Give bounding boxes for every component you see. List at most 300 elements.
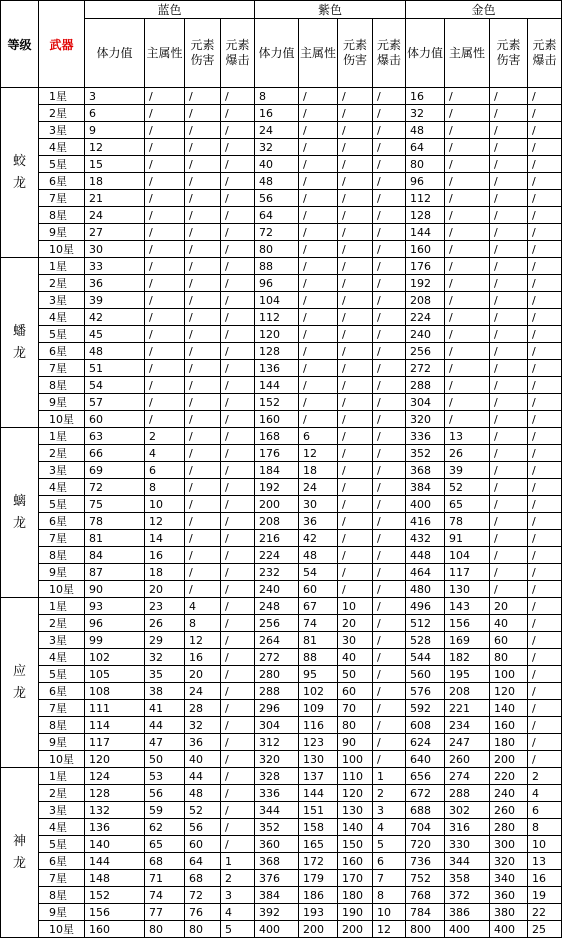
stat-cell: 195 [445,666,490,683]
stat-cell: 76 [185,904,221,921]
stat-cell: / [373,88,406,105]
stat-cell: / [338,479,373,496]
stat-cell: 376 [255,870,299,887]
stat-cell: / [299,241,338,258]
stat-cell: 102 [85,649,145,666]
stat-cell: / [221,530,255,547]
stat-cell: / [185,258,221,275]
stat-cell: 140 [490,700,528,717]
stat-cell: / [221,122,255,139]
stat-cell: 30 [85,241,145,258]
stat-cell: / [490,479,528,496]
stat-cell: 12 [185,632,221,649]
stat-cell: / [528,173,562,190]
stat-cell: 47 [145,734,185,751]
star-level-cell: 1星 [39,768,85,785]
stat-cell: 40 [255,156,299,173]
stat-cell: / [221,666,255,683]
table-row [1,139,562,156]
stat-cell: / [490,241,528,258]
stat-cell: / [145,411,185,428]
stat-cell: 544 [406,649,445,666]
stat-cell: 87 [85,564,145,581]
stat-cell: 704 [406,819,445,836]
stat-cell: / [338,564,373,581]
star-level-cell: 6星 [39,853,85,870]
stat-cell: / [221,683,255,700]
stat-cell: 80 [185,921,221,938]
stat-cell: / [528,292,562,309]
stat-cell: / [338,530,373,547]
table-body [1,88,562,938]
stat-cell: / [490,343,528,360]
stat-cell: / [221,598,255,615]
stat-cell: 168 [255,428,299,445]
stat-cell: 160 [490,717,528,734]
stat-cell: / [528,547,562,564]
stat-cell: 21 [85,190,145,207]
stat-cell: 180 [490,734,528,751]
stat-cell: / [528,632,562,649]
stat-cell: / [373,394,406,411]
stat-cell: 44 [185,768,221,785]
stat-cell: 200 [338,921,373,938]
stat-cell: 208 [255,513,299,530]
stat-cell: 117 [85,734,145,751]
stat-cell: 800 [406,921,445,938]
star-level-cell: 5星 [39,666,85,683]
stat-cell: 240 [406,326,445,343]
stat-cell: 88 [255,258,299,275]
stat-cell: / [221,88,255,105]
table-row [1,173,562,190]
stat-cell: / [338,462,373,479]
star-level-cell: 8星 [39,887,85,904]
stat-cell: / [528,343,562,360]
stat-cell: 32 [145,649,185,666]
stat-cell: 2 [528,768,562,785]
stat-cell: / [373,445,406,462]
stat-cell: / [221,258,255,275]
stat-cell: / [185,547,221,564]
table-row [1,190,562,207]
stat-cell: 140 [338,819,373,836]
stat-column-header: 元素 爆击 [528,19,562,88]
stat-cell: 180 [338,887,373,904]
stat-cell: 400 [490,921,528,938]
table-header [1,1,562,88]
stat-cell: 24 [85,207,145,224]
stat-cell: / [373,700,406,717]
stat-cell: 247 [445,734,490,751]
stat-cell: / [299,88,338,105]
stat-cell: 260 [490,802,528,819]
stat-cell: 344 [255,802,299,819]
table-row [1,530,562,547]
table-row [1,411,562,428]
stat-cell: / [145,224,185,241]
stat-cell: / [299,139,338,156]
stat-cell: 71 [145,870,185,887]
stat-cell: 182 [445,649,490,666]
stat-cell: / [445,309,490,326]
stat-cell: 151 [299,802,338,819]
stat-cell: 128 [406,207,445,224]
stat-cell: 68 [145,853,185,870]
stat-cell: 320 [406,411,445,428]
stat-cell: / [185,428,221,445]
stat-cell: / [185,275,221,292]
stat-cell: / [490,224,528,241]
stat-cell: / [299,377,338,394]
stat-cell: 112 [406,190,445,207]
stat-cell: 1 [221,853,255,870]
stat-cell: 5 [373,836,406,853]
table-row [1,241,562,258]
star-level-cell: 2星 [39,105,85,122]
stat-cell: / [373,649,406,666]
stat-cell: 186 [299,887,338,904]
stat-cell: / [445,139,490,156]
stat-cell: / [490,105,528,122]
stat-cell: / [528,139,562,156]
stat-cell: / [145,292,185,309]
stat-cell: / [445,156,490,173]
stat-cell: 27 [85,224,145,241]
stat-cell: / [338,394,373,411]
stat-cell: 3 [373,802,406,819]
stat-cell: 30 [299,496,338,513]
stat-cell: 8 [373,887,406,904]
table-row [1,292,562,309]
stat-cell: / [490,173,528,190]
stat-cell: 352 [406,445,445,462]
stat-cell: 10 [373,904,406,921]
stat-cell: 50 [338,666,373,683]
stat-cell: 143 [445,598,490,615]
stat-cell: / [490,564,528,581]
stat-cell: / [528,241,562,258]
stat-cell: 54 [299,564,338,581]
stat-cell: / [145,275,185,292]
table-row [1,802,562,819]
star-level-cell: 1星 [39,258,85,275]
stat-cell: / [145,156,185,173]
table-row [1,105,562,122]
stat-column-header: 体力值 [255,19,299,88]
stat-cell: 120 [85,751,145,768]
table-row [1,700,562,717]
stat-cell: 40 [490,615,528,632]
table-row [1,377,562,394]
stat-cell: / [373,598,406,615]
stat-cell: / [445,394,490,411]
stat-cell: / [528,122,562,139]
stat-cell: 340 [490,870,528,887]
stat-cell: 274 [445,768,490,785]
stat-cell: / [528,513,562,530]
stat-cell: 400 [406,496,445,513]
stat-cell: 90 [85,581,145,598]
stat-cell: 78 [445,513,490,530]
stat-cell: / [145,377,185,394]
star-level-cell: 7星 [39,190,85,207]
stat-cell: / [299,309,338,326]
star-level-cell: 2星 [39,275,85,292]
stat-cell: 2 [221,870,255,887]
stat-cell: / [338,496,373,513]
stat-cell: 416 [406,513,445,530]
stat-cell: / [221,445,255,462]
stat-cell: / [373,241,406,258]
stat-cell: / [445,88,490,105]
stat-cell: 192 [406,275,445,292]
stat-cell: 160 [338,853,373,870]
stat-cell: 248 [255,598,299,615]
stat-cell: / [221,649,255,666]
stat-cell: 140 [85,836,145,853]
stat-cell: 111 [85,700,145,717]
stat-cell: / [221,207,255,224]
stat-cell: / [338,411,373,428]
stat-cell: / [373,734,406,751]
stat-cell: 144 [299,785,338,802]
stat-cell: 100 [338,751,373,768]
table-row [1,836,562,853]
stat-cell: / [373,547,406,564]
stat-cell: 344 [445,853,490,870]
stat-cell: 78 [85,513,145,530]
stat-cell: / [221,802,255,819]
stat-cell: 6 [373,853,406,870]
stat-cell: / [221,615,255,632]
stat-cell: 102 [299,683,338,700]
stat-cell: 84 [85,547,145,564]
stat-cell: 65 [445,496,490,513]
table-row [1,615,562,632]
stat-cell: 95 [299,666,338,683]
stat-cell: 64 [255,207,299,224]
stat-cell: / [445,343,490,360]
stat-cell: 384 [255,887,299,904]
stat-cell: 25 [528,921,562,938]
stat-cell: 120 [338,785,373,802]
stat-cell: / [528,598,562,615]
stat-cell: / [185,394,221,411]
stat-cell: 480 [406,581,445,598]
star-level-cell: 9星 [39,734,85,751]
stat-cell: / [338,207,373,224]
stat-cell: 170 [338,870,373,887]
stat-cell: 12 [85,139,145,156]
stat-cell: 72 [255,224,299,241]
stat-cell: 448 [406,547,445,564]
stat-cell: 216 [255,530,299,547]
stat-cell: / [373,139,406,156]
stat-cell: / [145,207,185,224]
stat-cell: / [528,717,562,734]
stat-cell: 8 [255,88,299,105]
stat-cell: 176 [406,258,445,275]
stat-cell: 57 [85,394,145,411]
stat-cell: 40 [185,751,221,768]
stat-cell: 112 [255,309,299,326]
stat-cell: / [373,751,406,768]
stat-cell: / [490,122,528,139]
stat-cell: / [145,139,185,156]
stat-cell: 67 [299,598,338,615]
stat-cell: / [145,122,185,139]
stat-cell: 20 [490,598,528,615]
stat-cell: / [221,326,255,343]
stat-cell: / [338,581,373,598]
stat-cell: / [490,292,528,309]
star-level-cell: 8星 [39,207,85,224]
stat-cell: 152 [85,887,145,904]
table-row [1,581,562,598]
table-row [1,275,562,292]
stat-cell: / [528,734,562,751]
stat-cell: / [490,309,528,326]
stat-cell: 64 [406,139,445,156]
stat-cell: / [528,683,562,700]
stat-cell: 30 [338,632,373,649]
stat-cell: / [373,343,406,360]
stat-cell: / [445,241,490,258]
stat-cell: / [221,581,255,598]
stat-cell: / [221,462,255,479]
stat-cell: 200 [490,751,528,768]
stat-cell: / [221,513,255,530]
stat-cell: / [445,411,490,428]
stat-cell: 62 [145,819,185,836]
stat-cell: / [445,207,490,224]
star-level-cell: 2星 [39,785,85,802]
stat-cell: 18 [145,564,185,581]
stat-cell: / [299,292,338,309]
stat-cell: / [490,258,528,275]
stat-cell: / [185,156,221,173]
stat-cell: 234 [445,717,490,734]
stat-cell: 128 [85,785,145,802]
stat-cell: 208 [445,683,490,700]
stat-cell: / [185,411,221,428]
stat-cell: 672 [406,785,445,802]
stat-cell: 720 [406,836,445,853]
stat-cell: 200 [299,921,338,938]
stat-cell: 300 [490,836,528,853]
quality-header-purple: 紫色 [255,1,406,19]
stat-cell: 12 [145,513,185,530]
stat-cell: 640 [406,751,445,768]
stat-cell: 120 [255,326,299,343]
stat-cell: / [490,445,528,462]
stat-cell: / [299,224,338,241]
stat-cell: 386 [445,904,490,921]
stat-cell: / [299,360,338,377]
table-row [1,88,562,105]
stat-cell: 42 [299,530,338,547]
stat-cell: 16 [406,88,445,105]
stat-cell: 26 [445,445,490,462]
stat-column-header: 体力值 [406,19,445,88]
stat-cell: 36 [85,275,145,292]
stat-cell: / [373,462,406,479]
stat-cell: 16 [185,649,221,666]
stat-cell: / [221,496,255,513]
stat-cell: 40 [338,649,373,666]
stat-cell: 80 [338,717,373,734]
table-row [1,428,562,445]
stat-cell: 33 [85,258,145,275]
stat-cell: 56 [145,785,185,802]
stat-cell: 432 [406,530,445,547]
stat-cell: / [373,632,406,649]
star-level-cell: 4星 [39,649,85,666]
star-level-cell: 1星 [39,88,85,105]
stat-cell: / [528,275,562,292]
stat-cell: 152 [255,394,299,411]
stat-cell: 384 [406,479,445,496]
stat-cell: / [528,190,562,207]
stat-cell: / [221,751,255,768]
stat-cell: 3 [221,887,255,904]
stat-cell: 4 [528,785,562,802]
stat-cell: 74 [299,615,338,632]
stat-cell: / [338,105,373,122]
stat-cell: 10 [528,836,562,853]
stat-cell: 50 [145,751,185,768]
star-level-cell: 4星 [39,139,85,156]
stat-cell: / [528,224,562,241]
stat-cell: 3 [85,88,145,105]
star-level-cell: 3星 [39,292,85,309]
stat-cell: / [185,207,221,224]
star-level-cell: 3星 [39,632,85,649]
stat-cell: 60 [299,581,338,598]
star-level-cell: 6星 [39,683,85,700]
stat-cell: / [299,156,338,173]
table-row [1,462,562,479]
stat-cell: / [221,292,255,309]
stat-cell: / [338,224,373,241]
stat-cell: / [445,292,490,309]
stat-cell: 1 [373,768,406,785]
stat-cell: 400 [255,921,299,938]
table-row [1,870,562,887]
stat-cell: / [221,275,255,292]
star-level-cell: 9星 [39,564,85,581]
stat-cell: 169 [445,632,490,649]
stat-cell: / [373,564,406,581]
stat-cell: / [299,326,338,343]
stat-cell: / [528,445,562,462]
stat-cell: 96 [406,173,445,190]
stat-cell: 512 [406,615,445,632]
table-row [1,360,562,377]
stat-cell: 70 [338,700,373,717]
stat-cell: 2 [373,785,406,802]
stat-cell: / [445,275,490,292]
stat-cell: / [221,224,255,241]
stat-cell: 132 [85,802,145,819]
stat-cell: 5 [221,921,255,938]
stat-cell: / [528,377,562,394]
stat-cell: 81 [85,530,145,547]
stat-cell: / [445,173,490,190]
stat-cell: 42 [85,309,145,326]
stat-cell: / [185,292,221,309]
